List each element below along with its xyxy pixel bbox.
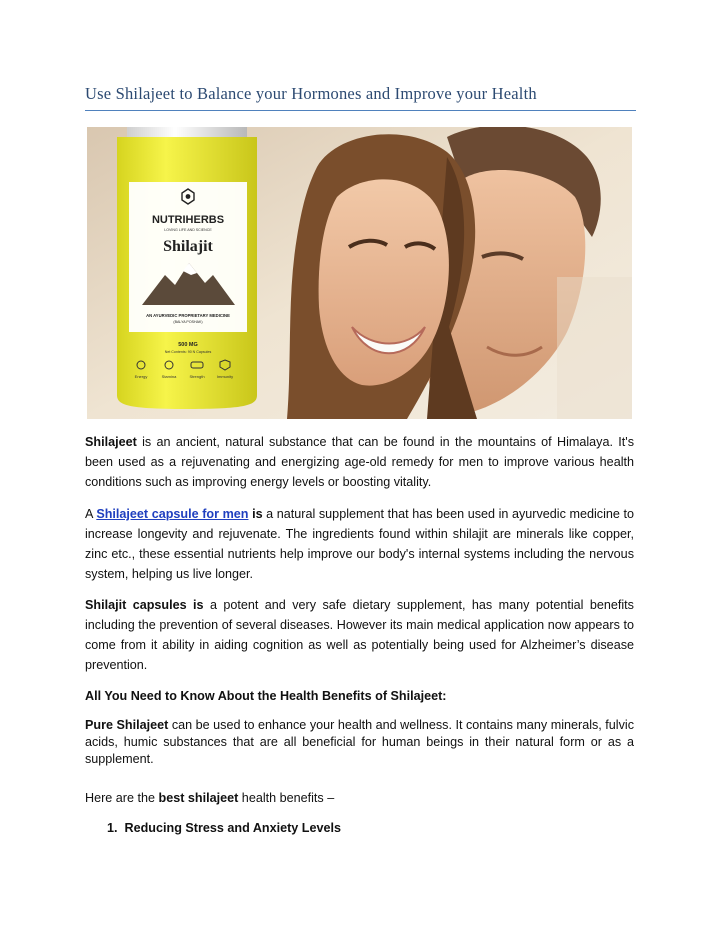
paragraph-intro-text: is an ancient, natural substance that can be found in the mountains of Himalaya. It's been used as a rejuvenating and energizing age-old remedy for men to improve various health conditions such as improving energy levels or boosting vitality. <box>85 435 634 489</box>
section-heading: All You Need to Know About the Health Benefits of Shilajeet: <box>85 689 447 703</box>
paragraph-capsule-text: a natural supplement that has been used in ayurvedic medicine to increase longevity and rejuvenate. The ingredients found within shilajit are minerals like copper, zinc etc., these essential nutrients help improve our body's internal systems including the nervous system, helping us live longer. <box>85 507 634 581</box>
list-item-number: 1. <box>107 821 118 835</box>
paragraph-intro <box>85 432 634 492</box>
shilajeet-capsule-link[interactable]: Shilajeet capsule for men <box>96 507 249 521</box>
paragraph-benefits-lead: Here are the <box>85 791 159 805</box>
product-net-contents: Net Contents: 90 N Capsules <box>164 350 212 354</box>
paragraph-capsule-lead: A <box>85 507 97 521</box>
hero-illustration <box>87 127 632 419</box>
product-dose: 500 MG <box>178 342 198 348</box>
benefit-label-immunity: Immunity <box>216 374 234 379</box>
paragraph-pure-text: can be used to enhance your health and wellness. It contains many minerals, fulvic acids, humic substances that are all beneficial for human beings in their natural form or as a supplement. <box>85 718 634 766</box>
paragraph-benefits-bold: best shilajeet <box>158 791 239 805</box>
benefit-label-stamina: Stamina <box>161 374 177 379</box>
benefit-label-energy: Energy <box>134 374 148 379</box>
paragraph-pure-shilajeet <box>85 717 634 768</box>
page-title: Use Shilajeet to Balance your Hormones and Improve your Health <box>85 84 636 111</box>
paragraph-benefits-text: health benefits – <box>238 791 335 805</box>
paragraph-capsules-bold: Shilajit capsules is <box>85 598 204 612</box>
paragraph-intro-bold: Shilajeet <box>85 435 137 449</box>
hero-image <box>87 127 632 419</box>
paragraph-capsules <box>85 595 634 675</box>
paragraph-benefits-intro <box>85 788 634 808</box>
paragraph-pure-bold: Pure Shilajeet <box>85 718 169 732</box>
paragraph-capsule-bold: is <box>248 507 263 521</box>
product-brand: NUTRIHERBS <box>151 214 225 226</box>
product-description: AN AYURVEDIC PROPRIETARY MEDICINE <box>146 313 230 318</box>
list-item <box>107 818 656 838</box>
product-name: Shilajit <box>163 238 213 255</box>
paragraph-capsule-for-men <box>85 504 634 584</box>
benefit-label-strength: Strength <box>189 374 205 379</box>
product-subdescription: (BALYA POSHAK) <box>173 320 203 324</box>
paragraph-capsules-text: a potent and very safe dietary supplement, has many potential benefits including the prevention of several diseases. However its main medical application now appears to come from it ability in aiding cognition as well as potentially being used for Alzheimer’s disease prevention. <box>85 598 634 672</box>
product-tagline: LOVING LIFE AND SCIENCE <box>164 228 212 232</box>
list-item-label: Reducing Stress and Anxiety Levels <box>124 821 342 835</box>
